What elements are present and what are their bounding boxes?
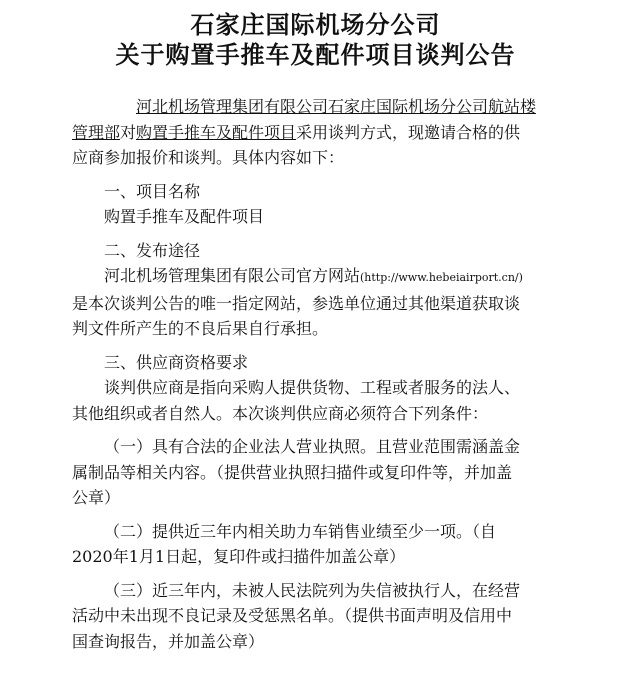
intro-mid: 对 bbox=[120, 122, 137, 142]
org-name: 河北机场管理集团有限公司石家庄国际机场分公司航站楼 bbox=[136, 97, 537, 116]
section-2-line-1 bbox=[104, 263, 591, 291]
requirement-2-line-1: （二）提供近三年内相关助力车销售业绩至少一项。（自 bbox=[104, 521, 497, 541]
requirement-2-line-2: 2020年1月1日起，复印件或扫描件加盖公章） bbox=[72, 547, 406, 566]
title-line-1: 石家庄国际机场分公司 bbox=[190, 10, 441, 39]
section-3-intro-2: 其他组织或者自然人。本次谈判供应商必须符合下列条件： bbox=[72, 403, 489, 423]
official-site-label: 河北机场管理集团有限公司官方网站 bbox=[104, 266, 361, 285]
intro-line-2 bbox=[72, 120, 591, 146]
intro-line-1 bbox=[104, 94, 591, 120]
section-2-heading: 二、发布途径 bbox=[104, 240, 201, 260]
official-site-url: (http://www.hebeiairport.cn/) bbox=[360, 271, 523, 284]
document-body bbox=[0, 94, 631, 654]
requirement-1-line-1: （一）具有合法的企业法人营业执照。且营业范围需涵盖金 bbox=[104, 437, 521, 456]
document-title bbox=[0, 10, 631, 70]
title-line-2: 关于购置手推车及配件项目谈判公告 bbox=[115, 40, 516, 69]
requirement-3-line-3: 国查询报告，并加盖公章） bbox=[72, 631, 265, 651]
intro-rest: 采用谈判方式，现邀请合格的供 bbox=[296, 122, 521, 142]
section-3-intro-1: 谈判供应商是指向采购人提供货物、工程或者服务的法人、 bbox=[104, 378, 521, 397]
section-2-line-2: 是本次谈判公告的唯一指定网站，参选单位通过其他渠道获取谈 bbox=[72, 293, 521, 313]
requirement-1-line-3: 公章） bbox=[72, 488, 121, 507]
intro-line-3: 应商参加报价和谈判。具体内容如下： bbox=[72, 148, 345, 167]
requirement-3-line-1: （三）近三年内，未被人民法院列为失信被执行人，在经营 bbox=[104, 580, 521, 600]
section-1-heading: 一、项目名称 bbox=[104, 181, 201, 201]
requirement-1-line-2: 属制品等相关内容。（提供营业执照扫描件或复印件等，并加盖 bbox=[72, 462, 513, 482]
section-1-text: 购置手推车及配件项目 bbox=[104, 207, 265, 226]
dept-name: 管理部 bbox=[72, 122, 121, 142]
project-name: 购置手推车及配件项目 bbox=[136, 122, 297, 142]
section-2-line-3: 判文件所产生的不良后果自行承担。 bbox=[72, 319, 329, 338]
section-3-heading: 三、供应商资格要求 bbox=[104, 352, 249, 372]
requirement-3-line-2: 活动中未出现不良记录及受惩黑名单。（提供书面声明及信用中 bbox=[72, 606, 513, 625]
